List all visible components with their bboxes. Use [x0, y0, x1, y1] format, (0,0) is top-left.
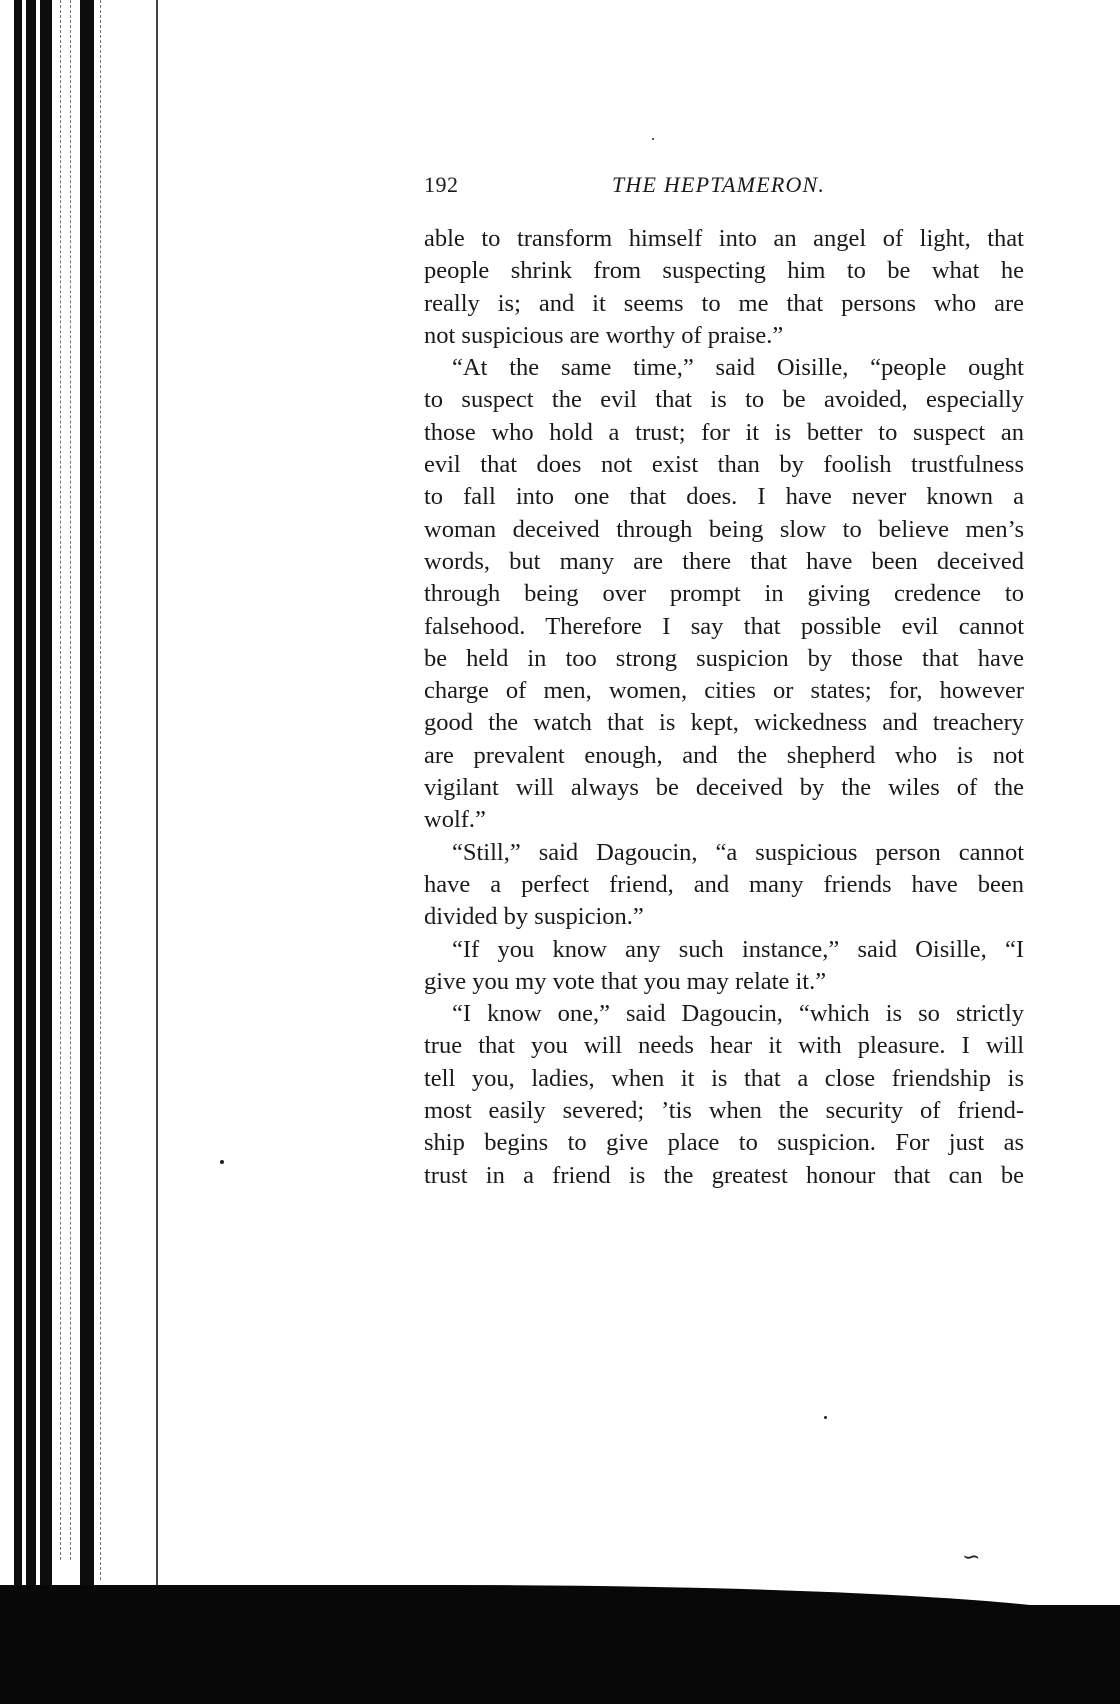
text-line: people shrink from suspecting him to be what he: [424, 257, 1024, 285]
text-line: not suspicious are worthy of praise.”: [424, 321, 784, 349]
text-line: good the watch that is kept, wickedness and treachery: [424, 709, 1024, 737]
page-header: [424, 172, 1024, 202]
text-line: woman deceived through being slow to believe men’s: [424, 515, 1024, 543]
text-line: really is; and it seems to me that persons who are: [424, 289, 1024, 317]
gutter-line: [100, 0, 101, 1580]
text-line: be held in too strong suspicion by those that have: [424, 644, 1024, 672]
gutter-shadow: [14, 0, 22, 1590]
text-line: vigilant will always be deceived by the wiles of the: [424, 774, 1024, 802]
text-line: wolf.”: [424, 806, 486, 834]
running-title: THE HEPTAMERON.: [612, 172, 826, 197]
text-line: trust in a friend is the greatest honour that can be: [424, 1161, 1024, 1189]
page-number: 192: [424, 172, 459, 197]
text-line: true that you will needs hear it with pleasure. I will: [424, 1032, 1024, 1060]
text-line: most easily severed; ’tis when the security of friend-: [424, 1097, 1024, 1125]
text-line: charge of men, women, cities or states; for, however: [424, 677, 1024, 705]
text-line: falsehood. Therefore I say that possible evil cannot: [424, 612, 1024, 640]
text-line: “I know one,” said Dagoucin, “which is so strictly: [452, 1000, 1024, 1028]
gutter-shadow: [40, 0, 52, 1595]
text-line: give you my vote that you may relate it.”: [424, 967, 827, 995]
text-line: “At the same time,” said Oisille, “people ought: [452, 354, 1024, 382]
scanner-bed: [0, 1605, 1120, 1704]
page-edge: [156, 0, 158, 1610]
text-line: to suspect the evil that is to be avoided, especially: [424, 386, 1024, 414]
text-line: those who hold a trust; for it is better to suspect an: [424, 418, 1024, 446]
gutter-shadow: [26, 0, 36, 1592]
text-line: divided by suspicion.”: [424, 903, 644, 931]
body-text: [424, 223, 1024, 1192]
text-line: “Still,” said Dagoucin, “a suspicious person cannot: [452, 838, 1024, 866]
text-line: able to transform himself into an angel of light, that: [424, 225, 1024, 252]
gutter-shadow: [80, 0, 94, 1600]
text-line: evil that does not exist than by foolish trustfulness: [424, 451, 1024, 479]
text-line: have a perfect friend, and many friends have been: [424, 870, 1024, 898]
text-line: are prevalent enough, and the shepherd who is not: [424, 741, 1024, 769]
text-line: through being over prompt in giving credence to: [424, 580, 1024, 608]
scan-speck: [652, 138, 654, 140]
text-line: to fall into one that does. I have never known a: [424, 483, 1024, 511]
text-line: words, but many are there that have been deceived: [424, 547, 1024, 575]
text-line: “If you know any such instance,” said Oisille, “I: [452, 935, 1024, 963]
text-line: tell you, ladies, when it is that a close friendship is: [424, 1064, 1024, 1092]
ink-smudge: ∽: [962, 1544, 981, 1569]
gutter-line: [60, 0, 61, 1560]
book-gutter: [0, 0, 160, 1620]
scan-speck: [220, 1160, 224, 1164]
scan-speck: [824, 1416, 827, 1419]
gutter-line: [70, 0, 71, 1560]
text-line: ship begins to give place to suspicion. For just as: [424, 1129, 1024, 1157]
